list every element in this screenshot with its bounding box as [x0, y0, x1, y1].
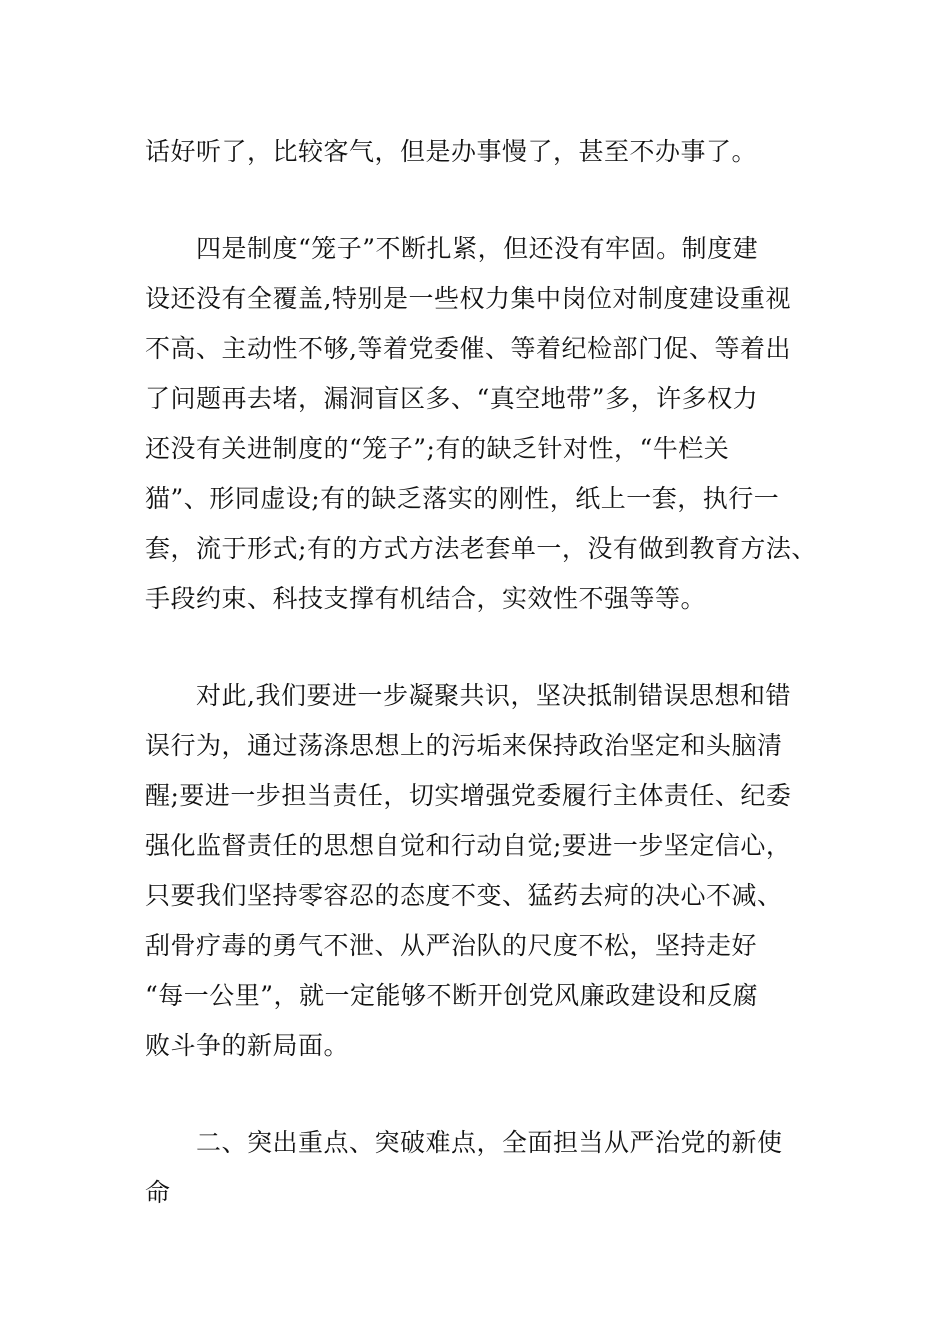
section-heading-continuation: 命 — [145, 1178, 171, 1207]
text-line: 不高、主动性不够,等着党委催、等着纪检部门促、等着出 — [145, 334, 791, 363]
text-line: 话好听了，比较客气，但是办事慢了，甚至不办事了。 — [145, 137, 758, 166]
text-line: 套，流于形式;有的方式方法老套单一，没有做到教育方法、 — [145, 534, 817, 563]
text-line: 手段约束、科技支撑有机结合，实效性不强等等。 — [145, 584, 707, 613]
text-line: 还没有关进制度的“笼子”;有的缺乏针对性，“牛栏关 — [145, 434, 730, 463]
text-line: 只要我们坚持零容忍的态度不变、猛药去疴的决心不减、 — [145, 881, 783, 910]
text-line: 猫”、形同虚设;有的缺乏落实的刚性，纸上一套，执行一 — [145, 484, 780, 513]
paragraph-first-line: 对此,我们要进一步凝聚共识，坚决抵制错误思想和错 — [145, 681, 791, 710]
text-line: 了问题再去堵，漏洞盲区多、“真空地带”多，许多权力 — [145, 384, 759, 413]
text-line: “每一公里”，就一定能够不断开创党风廉政建设和反腐 — [145, 981, 759, 1010]
section-heading: 二、突出重点、突破难点，全面担当从严治党的新使 — [145, 1128, 783, 1157]
paragraph-first-line: 四是制度“笼子”不断扎紧，但还没有牢固。制度建 — [145, 234, 759, 263]
text-line: 刮骨疗毒的勇气不泄、从严治队的尺度不松，坚持走好 — [145, 931, 758, 960]
text-line: 败斗争的新局面。 — [145, 1031, 350, 1060]
text-line: 强化监督责任的思想自觉和行动自觉;要进一步坚定信心， — [145, 831, 792, 860]
text-line: 误行为，通过荡涤思想上的污垢来保持政治坚定和头脑清 — [145, 731, 783, 760]
text-line: 醒;要进一步担当责任，切实增强党委履行主体责任、纪委 — [145, 781, 792, 810]
text-line: 设还没有全覆盖,特别是一些权力集中岗位对制度建设重视 — [145, 284, 791, 313]
